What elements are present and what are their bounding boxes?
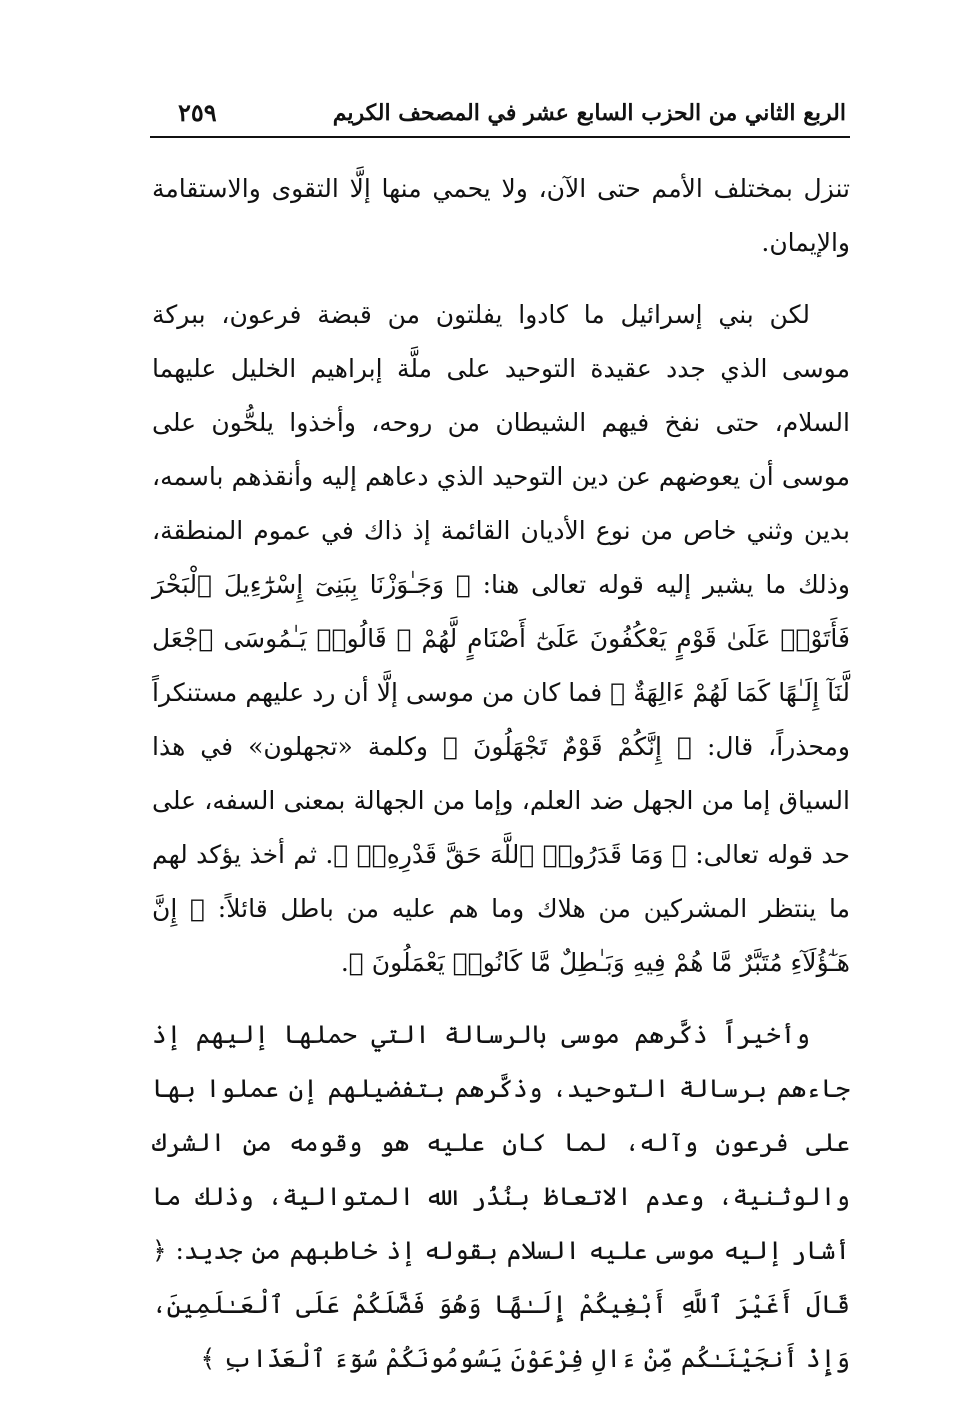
paragraph-2: لكن بني إسرائيل ما كادوا يفلتون من قبضة فرعون، ببركة موسى الذي جدد عقيدة التوحيد على ملَّة إبراهيم الخليل عليهما السلام، حتى نفخ فيهم الشيطان من روحه، وأخذوا يلحُّون على موسى أن يعوضهم عن دين التوحيد الذي دعاهم إليه وأنقذهم باسمه، بدين وثني خاص من نوع الأديان القائمة إذ ذاك في عموم المنطقة، وذلك ما يشير إليه قوله تعالى هنا: ﴿ وَجَـٰوَزْنَا بِبَنِىٓ إِسْرَٰٓءِيلَ ٱلْبَحْرَ فَأَتَوْا۟ عَلَىٰ قَوْمٍ يَعْكُفُونَ عَلَىٰٓ أَصْنَامٍ لَّهُمْ ۚ قَالُوا۟ يَـٰمُوسَى ٱجْعَل لَّنَآ إِلَـٰهًا كَمَا لَهُمْ ءَالِهَةٌ ﴾ فما كان من موسى إلَّا أن رد عليهم مستنكراً ومحذراً، قال: ﴿ إِنَّكُمْ قَوْمٌ تَجْهَلُونَ ﴾ وكلمة «تجهلون» في هذا السياق إما من الجهل ضد العلم، وإما من الجهالة بمعنى السفه، على حد قوله تعالى: ﴿ وَمَا قَدَرُوا۟ ٱللَّهَ حَقَّ قَدْرِهِۦٓ ﴾. ثم أخذ يؤكد لهم ما ينتظر المشركين من هلاك وما هم عليه من باطل قائلاً: ﴿ إِنَّ هَـٰٓؤُلَآءِ مُتَبَّرٌ مَّا هُمْ فِيهِ وَبَـٰطِلٌ مَّا كَانُوا۟ يَعْمَلُونَ ﴾. [152,300,850,977]
body-text [152,162,850,1386]
page-number: ٢٥٩ [178,98,217,127]
page-header [150,96,850,138]
header-divider [150,136,850,138]
paragraph-3: وأخيراً ذكَّرهم موسى بالرسالة التي حملها إليهم إذ جاءهم برسالة التوحيد، وذكَّرهم بتفضيلهم إن عملوا بها على فرعون وآله، لما كان عليه هو وقومه من الشرك والوثنية، وعدم الاتعاظ بنُذُر الله المتوالية، وذلك ما أشار إليه موسى عليه السلام بقوله إذ خاطبهم من جديد: ﴿ قَالَ أَغَيْرَ ٱللَّهِ أَبْغِيكُمْ إِلَـٰهًا وَهُوَ فَضَّلَكُمْ عَلَى ٱلْعَـٰلَمِينَ، وَإِذْ أَنجَيْنَـٰكُم مِّنْ ءَالِ فِرْعَوْنَ يَسُومُونَكُمْ سُوٓءَ ٱلْعَذَابِ ﴾ [152,1020,850,1373]
running-title: الربع الثاني من الحزب السابع عشر في المصحف الكريم [332,100,846,126]
paragraph-1: تنزل بمختلف الأمم حتى الآن، ولا يحمي منها إلَّا التقوى والاستقامة والإيمان. [152,174,850,257]
